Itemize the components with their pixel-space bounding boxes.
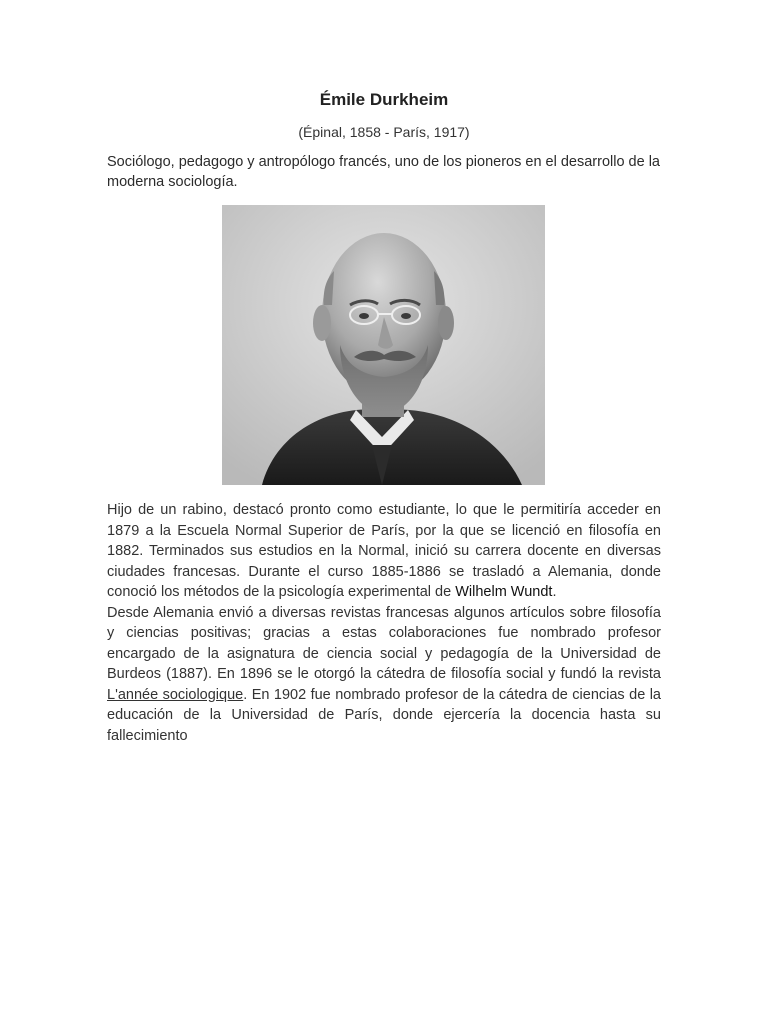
paragraph-1-end: . xyxy=(552,584,557,600)
paragraph-2-end: . En 1902 fue nombrado profesor de la cátedra de ciencias de la educación de la Universidad de París, donde ejercería la docencia hasta su fallecimiento xyxy=(107,686,661,744)
biography-paragraph-1 xyxy=(107,500,661,603)
biography-text xyxy=(107,500,661,746)
annee-sociologique-link[interactable]: L'année sociologique xyxy=(107,686,244,703)
portrait-photo xyxy=(222,205,545,485)
document-title: Émile Durkheim xyxy=(319,90,449,109)
biography-paragraph-2 xyxy=(107,603,661,747)
wundt-reference: Wilhelm Wundt xyxy=(455,584,553,600)
paragraph-2-text: Desde Alemania envió a diversas revistas francesas algunos artículos sobre filosofía y ciencias positivas; gracias a estas colaboraciones fue nombrado profesor encargado de la asignatura de ciencia social y pedagogía de la Universidad de Burdeos (1887). En 1896 se le otorgó la cátedra de filosofía social y fundó la revista xyxy=(107,604,661,682)
intro-paragraph: Sociólogo, pedagogo y antropólogo francés, uno de los pioneros en el desarrollo de la moderna sociología. xyxy=(107,154,660,190)
paragraph-1-text: Hijo de un rabino, destacó pronto como estudiante, lo que le permitiría acceder en 1879 a la Escuela Normal Superior de París, por la que se licenció en filosofía en 1882. Terminados sus estudios en la Normal, inició su carrera docente en diversas ciudades francesas. Durante el curso 1885-1886 se trasladó a Alemania, donde conoció los métodos de la psicología experimental de xyxy=(107,502,661,600)
document-subtitle: (Épinal, 1858 - París, 1917) xyxy=(298,124,470,140)
portrait-illustration xyxy=(222,205,545,485)
